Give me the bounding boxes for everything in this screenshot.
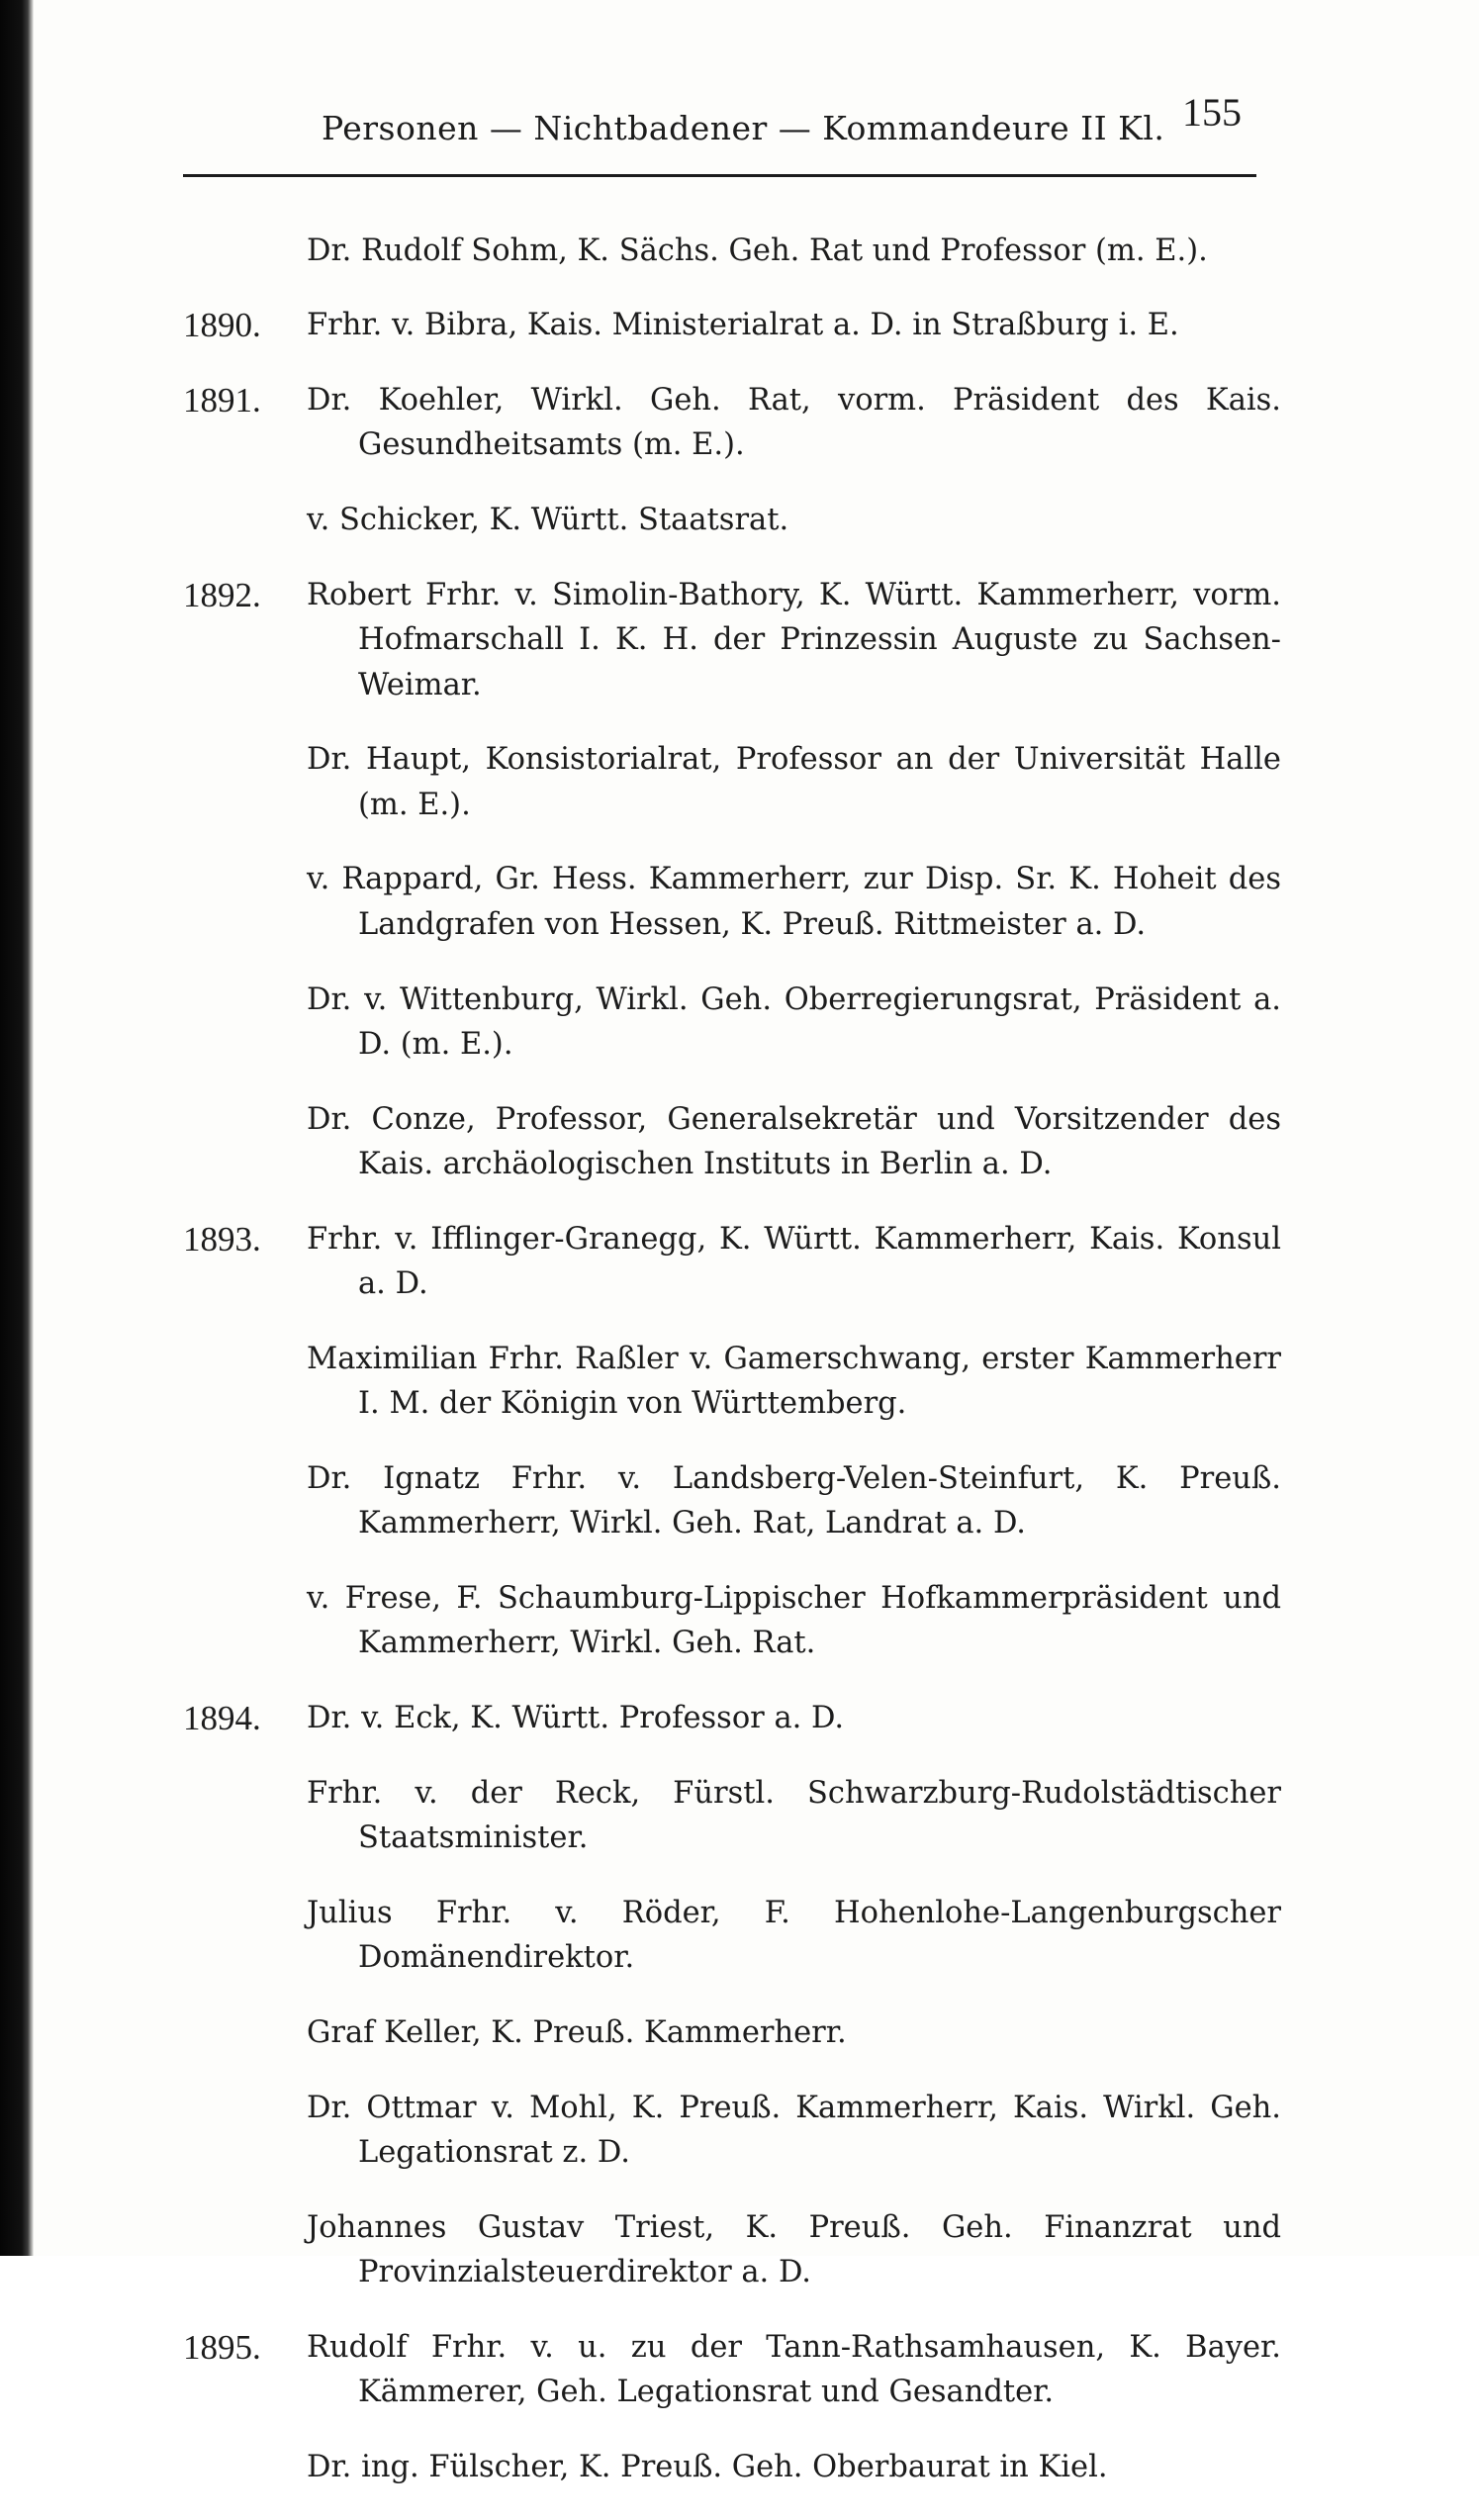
entry-text: Dr. Ottmar v. Mohl, K. Preuß. Kammerherr, Kais. Wirkl. Geh. Legationsrat z. D. (307, 2090, 1281, 2171)
entry-year: 1894. (183, 1699, 261, 1738)
entry-text: Rudolf Frhr. v. u. zu der Tann-Rathsamhausen, K. Bayer. Kämmerer, Geh. Legationsrat und Gesandter. (307, 2330, 1281, 2410)
list-item (183, 2325, 1281, 2415)
entry-text: Dr. Conze, Professor, Generalsekretär und Vorsitzender des Kais. archäologischen Instituts in Berlin a. D. (307, 1101, 1281, 1181)
entry-year: 1891. (183, 381, 261, 420)
list-item (183, 857, 1281, 947)
entry-text: v. Schicker, K. Württ. Staatsrat. (307, 503, 789, 538)
entry-text: v. Frese, F. Schaumburg-Lippischer Hofkammerpräsident und Kammerherr, Wirkl. Geh. Rat. (307, 1581, 1281, 1661)
entry-year: 1895. (183, 2328, 261, 2368)
list-item (183, 1771, 1281, 1861)
entry-text: Dr. Rudolf Sohm, K. Sächs. Geh. Rat und Professor (m. E.). (307, 233, 1208, 268)
page-header (183, 79, 1256, 178)
list-item (183, 1696, 1281, 1740)
entry-text: Dr. Haupt, Konsistorialrat, Professor an der Universität Halle (m. E.). (307, 742, 1281, 822)
running-head: Personen — Nichtbadener — Kommandeure II Kl. (322, 109, 1165, 147)
entry-text: Dr. Ignatz Frhr. v. Landsberg-Velen-Steinfurt, K. Preuß. Kammerherr, Wirkl. Geh. Rat, Landrat a. D. (307, 1460, 1281, 1541)
list-item (183, 1576, 1281, 1666)
list-item (183, 303, 1281, 347)
entry-year: 1892. (183, 575, 261, 614)
list-item (183, 1891, 1281, 1981)
entry-text: Dr. v. Eck, K. Württ. Professor a. D. (307, 1701, 845, 1736)
list-item (183, 737, 1281, 827)
entry-text: Julius Frhr. v. Röder, F. Hohenlohe-Langenburgscher Domänendirektor. (307, 1896, 1281, 1976)
list-item (183, 1217, 1281, 1307)
entry-text: Frhr. v. Ifflinger-Granegg, K. Württ. Kammerherr, Kais. Konsul a. D. (307, 1221, 1281, 1302)
list-item (183, 2010, 1281, 2055)
list-item (183, 378, 1281, 468)
entry-text: v. Rappard, Gr. Hess. Kammerherr, zur Disp. Sr. K. Hoheit des Landgrafen von Hessen, K. Preuß. Rittmeister a. D. (307, 862, 1281, 942)
list-item (183, 1097, 1281, 1187)
book-spine-shadow (0, 0, 34, 2256)
list-item (183, 229, 1281, 273)
header-rule (183, 174, 1256, 177)
list-item (183, 1456, 1281, 1546)
entry-text: Frhr. v. der Reck, Fürstl. Schwarzburg-Rudolstädtischer Staatsminister. (307, 1775, 1281, 1856)
entry-year: 1890. (183, 306, 261, 345)
entry-text: Johannes Gustav Triest, K. Preuß. Geh. Finanzrat und Provinzialsteuerdirektor a. D. (307, 2210, 1281, 2290)
entry-text: Robert Frhr. v. Simolin-Bathory, K. Württ. Kammerherr, vorm. Hofmarschall I. K. H. der Prinzessin Auguste zu Sachsen-Weimar. (307, 577, 1281, 702)
entry-text: Frhr. v. Bibra, Kais. Ministerialrat a. D. in Straßburg i. E. (307, 308, 1179, 343)
page-number: 155 (1182, 90, 1242, 135)
list-item (183, 1337, 1281, 1427)
list-item (183, 573, 1281, 707)
entry-text: Maximilian Frhr. Raßler v. Gamerschwang, erster Kammerherr I. M. der Königin von Württemberg. (307, 1341, 1281, 1422)
list-item (183, 498, 1281, 542)
list-item (183, 2086, 1281, 2176)
entry-year: 1893. (183, 1219, 261, 1259)
list-item (183, 978, 1281, 1068)
list-item (183, 2445, 1281, 2489)
entry-text: Dr. v. Wittenburg, Wirkl. Geh. Oberregierungsrat, Präsident a. D. (m. E.). (307, 981, 1281, 1062)
entry-text: Dr. ing. Fülscher, K. Preuß. Geh. Oberbaurat in Kiel. (307, 2450, 1108, 2485)
entry-text: Graf Keller, K. Preuß. Kammerherr. (307, 2015, 847, 2051)
entry-text: Dr. Koehler, Wirkl. Geh. Rat, vorm. Präsident des Kais. Gesundheitsamts (m. E.). (307, 383, 1281, 463)
list-item (183, 2205, 1281, 2295)
entry-list (183, 198, 1281, 2520)
